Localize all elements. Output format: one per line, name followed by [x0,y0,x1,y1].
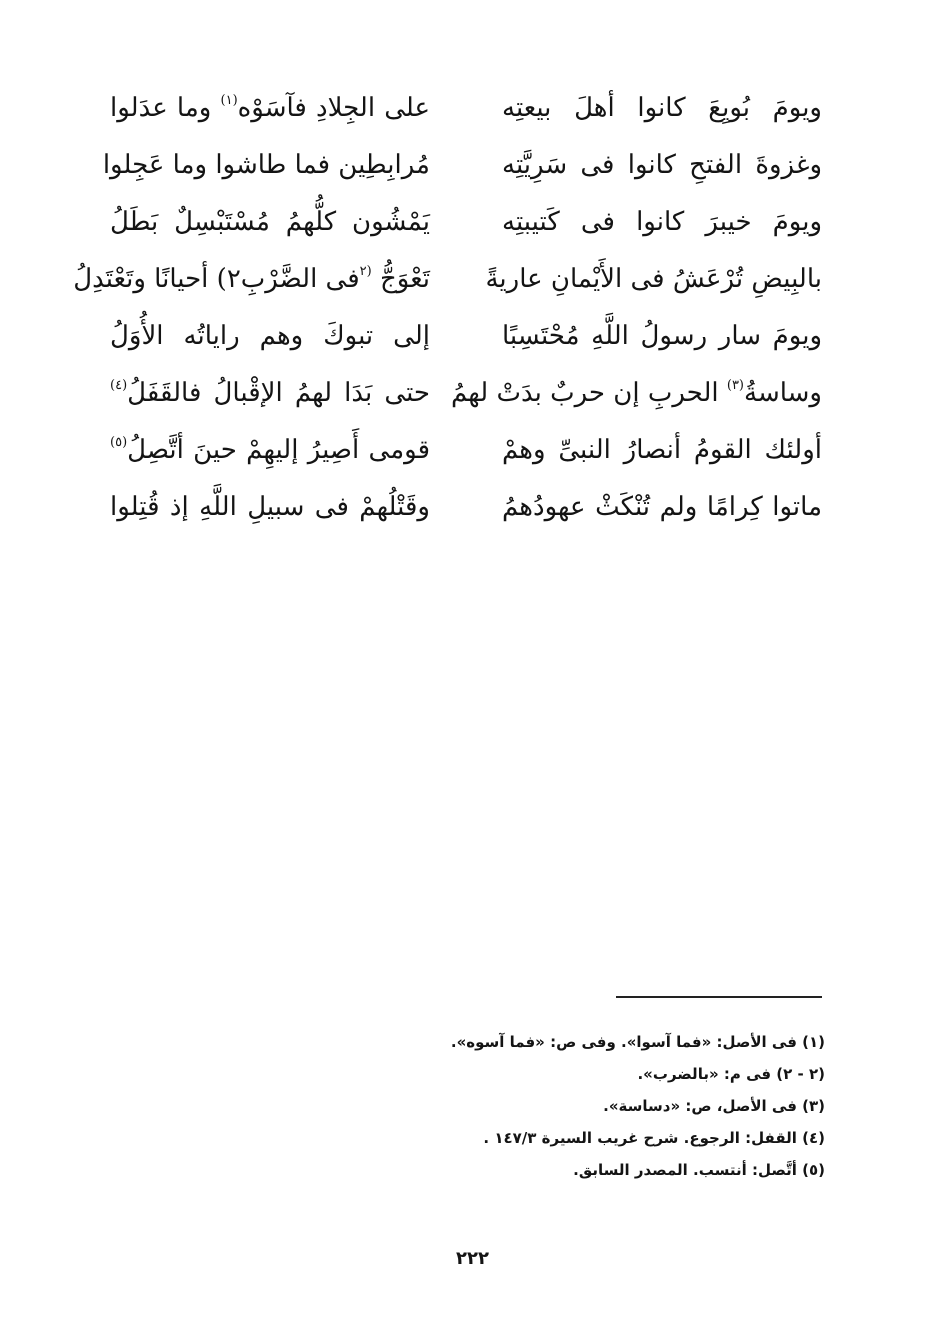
verse [110,308,822,365]
verse [110,422,822,479]
hemistich-text: ويومَ بُويِعَ كانوا أهلَ بيعتِه [502,93,822,123]
verse [110,479,822,536]
footnote-ref: (١) [220,93,238,108]
verse [110,365,822,422]
second-hemistich [73,251,430,308]
hemistich-text: يَمْشُون كلُّهمُ مُسْتَبْسِلٌ بَطَلُ [110,207,430,237]
second-hemistich [110,194,430,251]
second-hemistich [110,365,430,422]
footnote: (١) فى الأصل: «فما آسوا». وفى ص: «فما آسوه». [450,1033,825,1051]
second-hemistich [110,479,430,536]
hemistich-text: وساسةُ [744,378,822,408]
footnote: (٥) أتَّصل: أنتسب. المصدر السابق. [573,1161,825,1179]
first-hemistich [502,137,822,194]
first-hemistich [502,194,822,251]
hemistich-text: بالبِيضِ تُرْعَشُ فى الأَيْمانِ عاريةً [485,264,822,294]
footnote: (٢ - ٢) فى م: «بالضرب». [637,1065,825,1083]
first-hemistich [502,422,822,479]
first-hemistich [502,80,822,137]
footnote-ref: (٤) [110,378,128,393]
poem [73,80,822,536]
hemistich-text: ويومَ خيبرَ كانوا فى كَتيبتِه [502,207,822,237]
hemistich-text: قومى أَصِيرُ إليهِمْ حينَ أتَّصِلُ [127,435,430,465]
footnote-ref: (٥) [110,435,128,450]
hemistich-text: أولئك القومُ أنصارُ النبىِّ وهمْ [502,435,822,465]
hemistich-text: ماتوا كِرامًا ولم تُنْكَثْ عهودُهمُ [502,492,822,522]
second-hemistich [110,422,430,479]
hemistich-text: تَعْوَجُّ [380,264,430,294]
verse [102,137,822,194]
first-hemistich [502,308,822,365]
first-hemistich [502,479,822,536]
hemistich-text: وقَتْلُهمْ فى سبيلِ اللَّهِ إذ قُتِلوا [110,492,430,522]
footnote: (٤) القفل: الرجوع. شرح غريب السيرة ١٤٧/٣ . [483,1129,825,1147]
hemistich-text: فى الضَّرْبِ٢) أحيانًا وتَعْتَدِلُ [73,264,360,294]
footnote-ref: (٣) [726,378,744,393]
second-hemistich [110,308,430,365]
page-number: ٢٢٢ [456,1248,489,1269]
first-hemistich [485,251,822,308]
second-hemistich [110,80,430,137]
verse [110,80,822,137]
footnote-ref: (٢ [359,264,372,279]
second-hemistich [102,137,430,194]
hemistich-text: حتى بَدَا لهمُ الإقْبالُ فالقَفَلُ [127,378,430,408]
hemistich-text: وغزوةَ الفتحِ كانوا فى سَرِيَّتِه [502,150,822,180]
hemistich-text: إلى تبوكَ وهم راياتُه الأُوَلُ [110,321,430,351]
hemistich-text: على الجِلادِ فآسَوْه [237,93,431,123]
hemistich-text: وما عدَلوا [110,93,212,123]
verse [73,251,822,308]
first-hemistich [451,365,822,422]
footnotes [405,1026,825,1186]
hemistich-text: الحربِ إن حربٌ بدَتْ لهمُ [451,378,719,408]
footnote-divider [616,996,822,998]
footnote: (٣) فى الأصل، ص: «دساسة». [603,1097,825,1115]
hemistich-text: مُرابِطِين فما طاشوا وما عَجِلوا [102,150,430,180]
verse [110,194,822,251]
hemistich-text: ويومَ سار رسولُ اللَّهِ مُحْتَسِبًا [502,321,822,351]
